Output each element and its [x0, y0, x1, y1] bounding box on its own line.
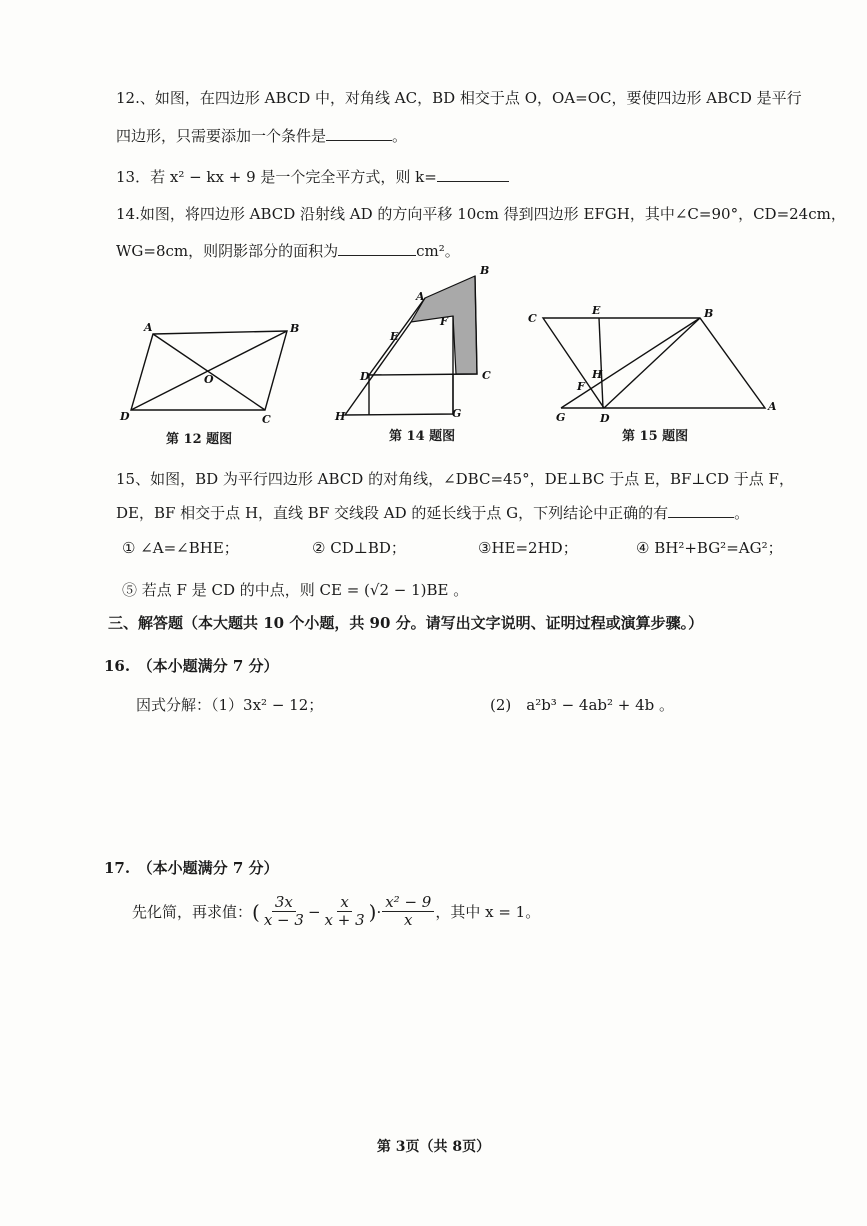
- q15-option-1: ① ∠A=∠BHE；: [122, 539, 239, 557]
- label-C: C: [528, 312, 537, 325]
- page-number: 第 3页（共 8页）: [376, 1139, 491, 1155]
- q16-heading: 16. （本小题满分 7 分）: [104, 657, 279, 675]
- q17-open-paren: (: [252, 899, 260, 924]
- section-3-title: 三、解答题（本大题共 10 个小题，共 90 分。请写出文字说明、证明过程或演算步骤。）: [108, 614, 704, 632]
- q15-line2-text: DE，BF 相交于点 H，直线 BF 交线段 AD 的延长线于点 G，下列结论中正确的有: [116, 504, 669, 522]
- label-D: D: [120, 410, 130, 423]
- q12-line2-text: 四边形，只需要添加一个条件是: [116, 127, 327, 145]
- q12-line2: [116, 126, 407, 146]
- q12-line1: 12.、如图，在四边形 ABCD 中，对角线 AC，BD 相交于点 O，OA=OC，要使四边形 ABCD 是平行: [116, 89, 802, 107]
- q15-line2: [116, 503, 749, 523]
- q12-line2-end: 。: [392, 127, 408, 145]
- label-D: D: [600, 412, 610, 425]
- q12-answer-blank: [326, 126, 392, 141]
- figure-12: [131, 331, 287, 410]
- label-E: E: [592, 304, 601, 317]
- label-F: F: [440, 315, 448, 328]
- q16-part2: (2) a²b³ − 4ab² + 4b 。: [490, 696, 675, 714]
- label-E: E: [390, 330, 399, 343]
- q15-option-2: ② CD⊥BD；: [312, 539, 406, 557]
- q17-fraction-1: [261, 894, 307, 929]
- figure-15: [543, 318, 765, 408]
- label-A: A: [144, 321, 153, 334]
- figure-14: [345, 276, 477, 415]
- q17-f2-numerator: x: [337, 894, 351, 912]
- q17-f2-denominator: x + 3: [324, 911, 365, 929]
- q15-option-4: ④ BH²+BG²=AG²；: [636, 539, 783, 557]
- q13-answer-blank: [437, 167, 509, 182]
- q13-line: [116, 167, 509, 187]
- q14-line1: 14.如图，将四边形 ABCD 沿射线 AD 的方向平移 10cm 得到四边形 EFGH，其中∠C=90°，CD=24cm，: [116, 205, 846, 223]
- q15-option-5: ⑤ 若点 F 是 CD 的中点，则 CE = (√2 − 1)BE 。: [122, 581, 469, 599]
- q17-heading: 17. （本小题满分 7 分）: [104, 859, 279, 877]
- label-C: C: [262, 413, 271, 426]
- q16-part1: 因式分解：（1）3x² − 12；: [136, 696, 324, 714]
- q17-lead: 先化简，再求值：: [132, 903, 253, 921]
- q14-line2: [116, 241, 460, 261]
- label-D: D: [360, 370, 370, 383]
- label-G: G: [556, 411, 566, 424]
- label-G: G: [452, 407, 462, 420]
- label-F: F: [577, 380, 585, 393]
- q17-f1-numerator: 3x: [272, 894, 296, 912]
- label-H: H: [592, 368, 603, 381]
- fig12-caption: 第 12 题图: [166, 432, 233, 447]
- q17-fraction-3: [382, 894, 434, 929]
- q15-line2-end: 。: [734, 504, 750, 522]
- q17-f1-denominator: x − 3: [263, 911, 304, 929]
- q14-unit: cm²。: [416, 242, 460, 260]
- fig14-caption: 第 14 题图: [389, 429, 456, 444]
- q17-tail: ，其中 x = 1。: [435, 903, 541, 921]
- q17-dot: ·: [376, 902, 382, 921]
- label-A: A: [416, 290, 425, 303]
- q17-fraction-2: [322, 894, 368, 929]
- label-B: B: [290, 322, 300, 335]
- q15-answer-blank: [668, 503, 734, 518]
- label-A: A: [768, 400, 777, 413]
- label-O: O: [204, 373, 214, 386]
- q14-line2-text: WG=8cm，则阴影部分的面积为: [116, 242, 339, 260]
- q14-answer-blank: [338, 241, 416, 256]
- figure-15-labels: [528, 304, 777, 425]
- q17-f3-denominator: x: [404, 911, 413, 929]
- q15-line1: 15、如图，BD 为平行四边形 ABCD 的对角线，∠DBC=45°，DE⊥BC 于点 E，BF⊥CD 于点 F，: [116, 470, 794, 488]
- q17-minus: −: [307, 902, 321, 921]
- q13-text: 13．若 x² − kx + 9 是一个完全平方式，则 k=: [116, 168, 437, 186]
- label-H: H: [335, 410, 346, 423]
- q17-close-paren: ): [368, 899, 377, 924]
- label-B: B: [704, 307, 714, 320]
- label-B: B: [480, 264, 490, 277]
- q17-expression: [132, 894, 540, 929]
- label-C: C: [482, 369, 491, 382]
- fig15-caption: 第 15 题图: [622, 429, 689, 444]
- q17-f3-numerator: x² − 9: [382, 894, 434, 912]
- q15-option-3: ③HE=2HD；: [478, 539, 578, 557]
